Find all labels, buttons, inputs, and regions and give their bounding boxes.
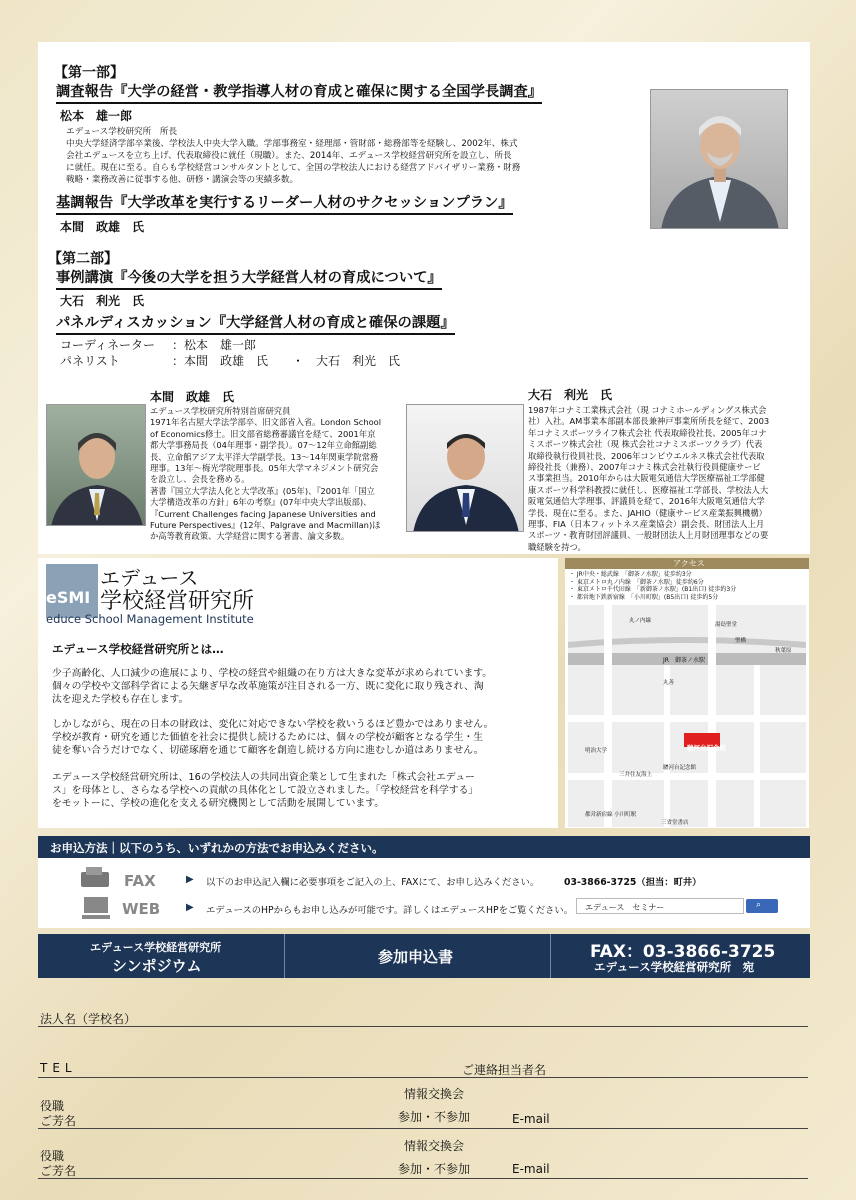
- school-name-label: 法人名（学校名）: [40, 1012, 137, 1026]
- part2-heading: 【第二部】: [48, 251, 118, 267]
- form-divider-2: [550, 934, 551, 978]
- role-label-1: 役職: [40, 1099, 65, 1113]
- panelist-label: パネリスト: [60, 354, 120, 368]
- part1-heading: 【第一部】: [54, 65, 124, 81]
- fax-arrow-icon: ▶: [186, 874, 194, 885]
- speaker-photo-matsumoto: [650, 89, 788, 229]
- map-label-marunouchi: 丸ノ内線: [629, 618, 652, 624]
- contact-label: ご連絡担当者名: [462, 1063, 547, 1077]
- panel-title: パネルディスカッション『大学経営人材の育成と確保の課題』: [56, 312, 455, 335]
- coordinator-value: ：松本 雄一郎: [172, 338, 257, 352]
- apply-header-label: お申込方法｜以下のうち、いずれかの方法でお申込みください。: [50, 841, 384, 855]
- web-arrow-icon: ▶: [186, 902, 194, 913]
- map-label-akihabara: 秋葉原: [775, 648, 792, 654]
- map-label-mufg: 三省堂書店: [661, 820, 689, 826]
- fax-text: 以下のお申込記入欄に必要事項をご記入の上、FAXにて、お申し込みください。: [206, 877, 540, 888]
- map-label-hijiribashi: 聖橋: [735, 638, 747, 644]
- speaker-photo-homma: [46, 404, 146, 526]
- keynote-title: 基調報告『大学改革を実行するリーダー人材のサクセッションプラン』: [56, 192, 513, 215]
- access-header-label: アクセス: [673, 559, 705, 568]
- form-header: [38, 934, 810, 978]
- about-para-2: しかしながら、現在の日本の財政は、変化に対応できない学校を救いうるほど豊かではありません。 学校が教育・研究を通じた価値を社会に提供し続けるためには、個々の学校が顧客となる学生・生 徒を奪い合うだけでなく、切磋琢磨を通じて顧客を創造し続ける方向に進むしか道はありません。: [52, 719, 494, 756]
- search-button[interactable]: 検索: [746, 899, 778, 913]
- attend-label-2[interactable]: 参加・不参加: [398, 1162, 471, 1176]
- exchange-label-1: 情報交換会: [404, 1087, 465, 1101]
- map-label-nichidai: 三井住友海上: [619, 772, 653, 778]
- access-panel: [565, 558, 809, 828]
- panelist-value: ：本間 政雄 氏 ・ 大石 利光 氏: [172, 354, 401, 368]
- web-icon: [82, 896, 110, 920]
- oishi-name: 大石 利光 氏: [528, 388, 613, 402]
- speaker-photo-oishi: [406, 404, 524, 532]
- form-fax: FAX：03-3866-3725: [590, 942, 776, 962]
- form-org-line1: エデュース学校経営研究所: [90, 941, 222, 954]
- map-label-ntt: 駿河台記念館: [663, 765, 697, 771]
- email-label-2: E-mail: [512, 1162, 550, 1176]
- search-icon: ⌕: [756, 900, 762, 910]
- apply-panel: [38, 836, 810, 928]
- institute-panel: [38, 558, 558, 828]
- access-map[interactable]: [568, 605, 806, 827]
- tel-label: TEL: [40, 1061, 77, 1075]
- institute-name-2: 学校経営研究所: [100, 589, 255, 614]
- oishi-bio: 1987年コナミ工業株式会社（現 コナミホールディングス株式会 社）入社。AM事業本部副本部長兼神戸事業所所長を経て、2003 年コナミスポーツライフ株式会社 代表取締役社長、2005年コナ ミスポーツ株式会社（現 株式会社コナミスポーツクラブ）代表 取締役執行役員社長、2006年コンビウエルネス株式会社代表取 締役社長（兼務）、2007年コナミ株式会社執行役員健康サービ ス事業担当。2010年からは大阪電気通信大学医療福祉工学部健 康スポーツ科学科教授に就任し、医療福祉工学部長、学校法人大 阪電気通信大学理事、評議員を経て、2016年大阪電気通信大学 学長、現在に至る。また、JAHIO（健康サービス産業振興機構） 理事、FIA（日本フィットネス産業協会）副会長、財団法人上月 スポーツ・教育財団評議員、一般財団法人上月財団理事などの要 職経験を持つ。: [528, 405, 770, 552]
- email-label-1: E-mail: [512, 1112, 550, 1126]
- case-title: 事例講演『今後の大学を担う大学経営人材の育成について』: [56, 267, 442, 290]
- access-lines: ・ JR中央・総武線 「御茶ノ水駅」徒歩約3分 ・ 東京メトロ丸ノ内線 「御茶ノ水駅」徒歩約6分 ・ 東京メトロ千代田線 「新御茶ノ水駅」(B1出口) 徒歩約3分 ・ 都営地下鉄新宿線 「小川町駅」(B5出口) 徒歩約5分: [569, 571, 737, 601]
- web-text: エデュースのHPからもお申し込みが可能です。詳しくはエデュースHPをご覧ください。: [206, 905, 573, 916]
- map-label-meiji: 明治大学: [585, 748, 608, 754]
- fax-label: FAX: [124, 872, 156, 890]
- coordinator-label: コーディネーター: [60, 338, 156, 352]
- homma-name: 本間 政雄 氏: [150, 390, 235, 404]
- form-title: 参加申込書: [378, 948, 454, 966]
- attendee-1-field[interactable]: [38, 1128, 808, 1129]
- speaker2-name: 本間 政雄 氏: [60, 220, 145, 234]
- program-panel: [38, 42, 810, 554]
- speaker1-bio: エデュース学校研究所 所長 中央大学経済学部卒業後、学校法人中央大学入職。学部事務室・経理部・管財部・総務部等を経験し、2002年、株式 会社エデュースを立ち上げ、代表取締役に就任（現職）。また、2014年、エデュース学校経営研究所を設立し、所長 に就任。現在に至る。自らも学校経営コンサルタントとして、全国の学校法人における経営アドバイザリー業務・財務 戦略・業務改善に従事する他、研修・講演会等の実績多数。: [66, 127, 521, 185]
- fax-icon: [80, 866, 110, 888]
- map-venue-label: 駿河台記念館: [687, 744, 726, 752]
- school-name-field[interactable]: [38, 1026, 808, 1027]
- search-input[interactable]: エデュース セミナー: [576, 898, 744, 914]
- attendee-2-field[interactable]: [38, 1178, 808, 1179]
- fax-number: 03-3866-3725（担当：町井）: [564, 877, 702, 888]
- attend-label-1[interactable]: 参加・不参加: [398, 1110, 471, 1124]
- institute-name-en: educe School Management Institute: [46, 612, 254, 626]
- about-para-3: エデュース学校経営研究所は、16の学校法人の共同出資企業として生まれた「株式会社エデュー ス」を母体とし、さらなる学校への貢献の具体化として設立されました。「学校経営を科学する」 をモットーに、学校の進化を支える研究機関として活動を展開しています。: [52, 772, 479, 809]
- map-label-ochanomizu: JR 御茶ノ水駅: [663, 657, 705, 664]
- about-para-1: 少子高齢化、人口減少の進展により、学校の経営や組織の在り方は大きな変革が求められています。 個々の学校や文部科学省による矢継ぎ早な改革施策が注目される一方、既に変化に取り残され、淘 汰を迎えた学校も存在します。: [52, 668, 493, 705]
- panelist-row: [60, 353, 400, 369]
- name-label-1: ご芳名: [40, 1114, 77, 1128]
- exchange-label-2: 情報交換会: [404, 1139, 465, 1153]
- name-label-2: ご芳名: [40, 1164, 77, 1178]
- esmi-logo-mark: eSMI: [46, 588, 91, 607]
- case-speaker: 大石 利光 氏: [60, 294, 145, 308]
- form-divider-1: [284, 934, 285, 978]
- tel-field[interactable]: [38, 1077, 808, 1078]
- institute-name-1: エデュース: [100, 566, 199, 590]
- map-label-sanseido: 都営新宿線 小川町駅: [585, 812, 637, 818]
- about-title: エデュース学校経営研究所とは…: [52, 642, 224, 656]
- map-label-maruzen: 丸善: [663, 680, 675, 686]
- speaker1-name: 松本 雄一郎: [60, 109, 133, 123]
- form-org-line2: シンポジウム: [112, 957, 202, 975]
- coordinator-row: [60, 337, 256, 353]
- homma-bio: エデュース学校研究所特別首席研究員 1971年名古屋大学法学部卒、旧文部省入省。London School of Economics修士。旧文部省総務審議官を経て、2001年京 都大学事務局長（04年理事・副学長）。07～12年立命館副総 長、立命館アジア太平洋大学副学長。13～14年関東学院常務 理事。13年～梅光学院理事長。05年大学マネジメント研究会 を設立し、会長を務める。 著書『国立大学法人化と大学改革』(05年)、『2001年「国立 大学構造改革の方針」6年の考察』(07年中央大学出版部)、 『Current Challenges facing Japanese Universities and Future Perspectives』(12年、Palgrave and Macmillan)ほ か高等教育政策、大学経営に関する著書、論文多数。: [150, 406, 382, 542]
- role-label-2: 役職: [40, 1149, 65, 1163]
- web-label: WEB: [122, 900, 161, 918]
- report-title: 調査報告『大学の経営・教学指導人材の育成と確保に関する全国学長調査』: [56, 81, 542, 104]
- form-to: エデュース学校経営研究所 宛: [594, 960, 755, 974]
- map-label-yushima: 湯島聖堂: [715, 622, 738, 628]
